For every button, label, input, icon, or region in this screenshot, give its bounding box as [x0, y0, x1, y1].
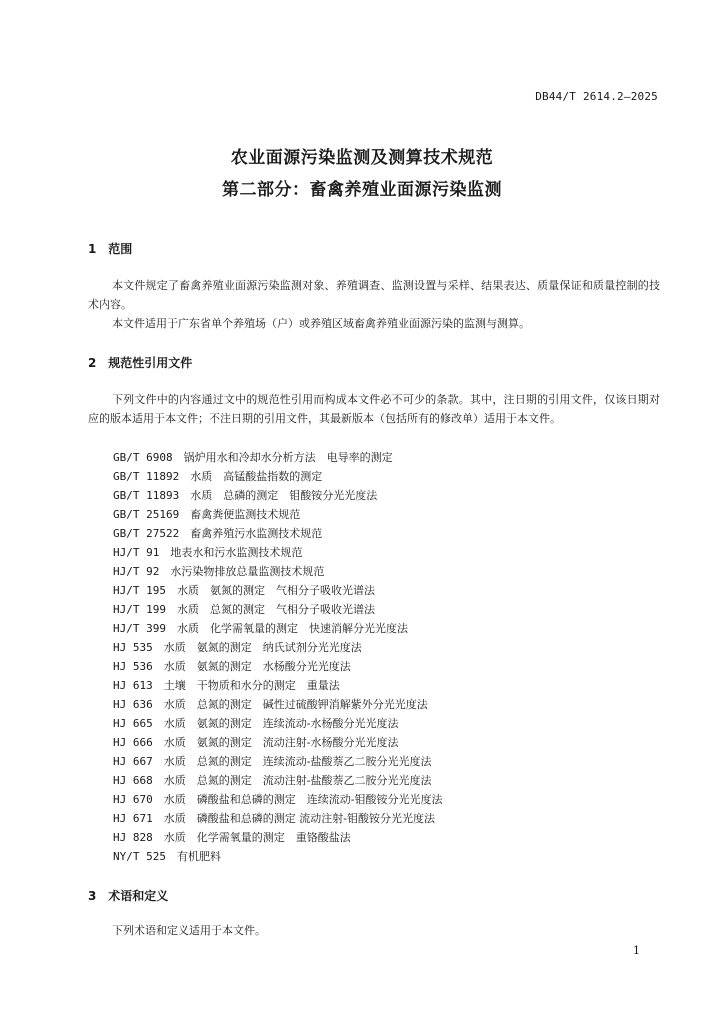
reference-title: 水质 化学需氧量的测定 快速消解分光光度法: [176, 622, 408, 635]
reference-code: HJ 828: [113, 831, 153, 844]
scope-paragraph-2: 本文件适用于广东省单个养殖场（户）或养殖区域畜禽养殖业面源污染的监测与测算。: [112, 317, 530, 330]
document-title: 农业面源污染监测及测算技术规范: [230, 148, 494, 168]
reference-title: 水质 磷酸盐和总磷的测定 流动注射-钼酸铵分光光度法: [163, 812, 435, 825]
reference-item: [113, 657, 442, 676]
reference-item: [113, 714, 442, 733]
section-title: 术语和定义: [108, 889, 169, 903]
section-number: 2: [88, 356, 97, 370]
reference-code: HJ 665: [113, 717, 153, 730]
reference-code: HJ 667: [113, 755, 153, 768]
reference-title: 地表水和污水监测技术规范: [170, 546, 303, 559]
reference-title: 水污染物排放总量监测技术规范: [170, 565, 325, 578]
section-number: 3: [88, 889, 97, 903]
reference-title: 水质 总氮的测定 流动注射-盐酸萘乙二胺分光光度法: [163, 774, 432, 787]
terms-intro-paragraph: 下列术语和定义适用于本文件。: [112, 924, 266, 937]
reference-title: 有机肥料: [176, 850, 221, 863]
reference-code: HJ 670: [113, 793, 153, 806]
reference-item: [113, 505, 442, 524]
reference-item: [113, 562, 442, 581]
reference-item: [113, 752, 442, 771]
reference-code: GB/T 11893: [113, 489, 180, 502]
document-code: DB44/T 2614.2—2025: [535, 90, 658, 103]
reference-title: 水质 化学需氧量的测定 重铬酸盐法: [163, 831, 351, 844]
reference-code: GB/T 27522: [113, 527, 180, 540]
reference-item: [113, 619, 442, 638]
reference-title: 畜禽粪便监测技术规范: [190, 508, 301, 521]
reference-item: [113, 809, 442, 828]
section-title: 范围: [108, 242, 133, 256]
reference-code: HJ/T 91: [113, 546, 160, 559]
reference-title: 水质 总磷的测定 钼酸铵分光光度法: [190, 489, 378, 502]
reference-code: HJ 666: [113, 736, 153, 749]
reference-title: 锅炉用水和冷却水分析方法 电导率的测定: [183, 451, 393, 464]
reference-item: [113, 486, 442, 505]
document-subtitle: 第二部分：畜禽养殖业面源污染监测: [222, 180, 502, 200]
reference-title: 水质 氨氮的测定 水杨酸分光光度法: [163, 660, 351, 673]
reference-code: GB/T 25169: [113, 508, 180, 521]
reference-code: GB/T 6908: [113, 451, 173, 464]
reference-code: NY/T 525: [113, 850, 166, 863]
reference-title: 水质 氨氮的测定 流动注射-水杨酸分光光度法: [163, 736, 399, 749]
scope-paragraph-1: 本文件规定了畜禽养殖业面源污染监测对象、养殖调查、监测设置与采样、结果表达、质量保证和质量控制的技术内容。: [88, 279, 660, 311]
reference-code: HJ 535: [113, 641, 153, 654]
section-title: 规范性引用文件: [108, 356, 193, 370]
reference-title: 水质 磷酸盐和总磷的测定 连续流动-钼酸铵分光光度法: [163, 793, 443, 806]
reference-title: 水质 总氮的测定 连续流动-盐酸萘乙二胺分光光度法: [163, 755, 432, 768]
reference-title: 水质 高锰酸盐指数的测定: [190, 470, 323, 483]
reference-item: [113, 448, 442, 467]
reference-code: HJ/T 92: [113, 565, 160, 578]
reference-title: 畜禽养殖污水监测技术规范: [190, 527, 323, 540]
reference-item: [113, 733, 442, 752]
section-heading-terms-and-definitions: [88, 887, 168, 904]
reference-title: 水质 氨氮的测定 纳氏试剂分光光度法: [163, 641, 362, 654]
reference-item: [113, 790, 442, 809]
reference-code: HJ/T 199: [113, 603, 166, 616]
reference-item: [113, 695, 442, 714]
reference-item: [113, 524, 442, 543]
reference-title: 水质 总氮的测定 气相分子吸收光谱法: [176, 603, 375, 616]
reference-item: [113, 600, 442, 619]
reference-list: [113, 448, 442, 866]
reference-item: [113, 771, 442, 790]
section-heading-scope: [88, 240, 132, 257]
section-heading-normative-references: [88, 354, 192, 371]
reference-code: HJ/T 399: [113, 622, 166, 635]
reference-item: [113, 847, 442, 866]
reference-item: [113, 638, 442, 657]
reference-code: GB/T 11892: [113, 470, 180, 483]
reference-code: HJ 613: [113, 679, 153, 692]
reference-item: [113, 581, 442, 600]
section-number: 1: [88, 242, 97, 256]
reference-code: HJ 636: [113, 698, 153, 711]
reference-item: [113, 543, 442, 562]
reference-item: [113, 676, 442, 695]
reference-title: 水质 总氮的测定 碱性过硫酸钾消解紫外分光光度法: [163, 698, 428, 711]
reference-title: 水质 氨氮的测定 连续流动-水杨酸分光光度法: [163, 717, 399, 730]
references-intro-paragraph: 下列文件中的内容通过文中的规范性引用而构成本文件必不可少的条款。其中，注日期的引用文件，仅该日期对应的版本适用于本文件；不注日期的引用文件，其最新版本（包括所有的修改单）适用于本文件。: [88, 393, 660, 425]
reference-code: HJ 668: [113, 774, 153, 787]
reference-code: HJ 536: [113, 660, 153, 673]
page-number: 1: [633, 944, 640, 957]
reference-title: 水质 氨氮的测定 气相分子吸收光谱法: [176, 584, 375, 597]
reference-code: HJ/T 195: [113, 584, 166, 597]
reference-title: 土壤 干物质和水分的测定 重量法: [163, 679, 340, 692]
reference-item: [113, 467, 442, 486]
reference-code: HJ 671: [113, 812, 153, 825]
reference-item: [113, 828, 442, 847]
